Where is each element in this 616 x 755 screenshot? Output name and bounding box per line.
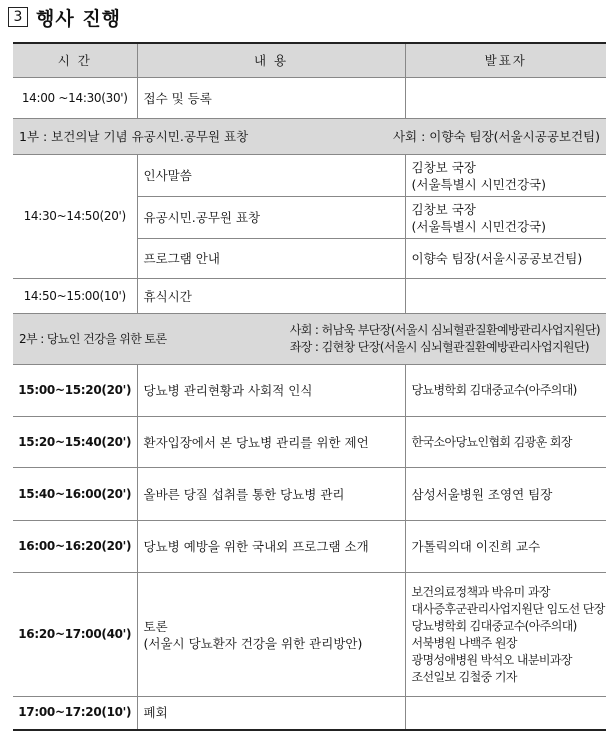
table-row [13, 468, 606, 521]
schedule-table [13, 42, 606, 731]
session-2-row [13, 314, 606, 365]
header-content: 내 용 [137, 43, 405, 78]
content-cell: 올바른 당질 섭취를 통한 당뇨병 관리 [137, 468, 405, 521]
speaker-list [405, 573, 606, 697]
speaker-cell: 삼성서울병원 조영연 팀장 [405, 468, 606, 521]
time-cell: 14:00 ~14:30(30') [13, 78, 137, 119]
time-cell: 16:00~16:20(20') [13, 521, 137, 573]
content-cell: 접수 및 등록 [137, 78, 405, 119]
table-row [13, 697, 606, 730]
time-cell: 17:00~17:20(10') [13, 697, 137, 730]
speaker-cell: 김창보 국장 (서울특별시 시민건강국) [405, 197, 606, 239]
speaker-cell: 김창보 국장 (서울특별시 시민건강국) [405, 155, 606, 197]
time-cell: 14:50~15:00(10') [13, 279, 137, 314]
debate-row [13, 573, 606, 697]
list-item: 당뇨병학회 김대중교수(아주의대) [411, 618, 577, 633]
content-cell: 당뇨병 관리현황과 사회적 인식 [137, 365, 405, 417]
table-header-row [13, 43, 606, 78]
table-row [13, 279, 606, 314]
table-row [13, 521, 606, 573]
session-2-host: 사회 : 허남욱 부단장(서울시 심뇌혈관질환예방관리사업지원단) [289, 323, 600, 337]
time-cell: 15:00~15:20(20') [13, 365, 137, 417]
speaker-cell [405, 279, 606, 314]
speaker-cell: 가톨릭의대 이진희 교수 [405, 521, 606, 573]
section-number: 3 [8, 7, 28, 27]
time-cell: 15:20~15:40(20') [13, 417, 137, 468]
list-item: 서북병원 나백주 원장 [411, 635, 517, 650]
table-row [13, 417, 606, 468]
session-1-row [13, 119, 606, 155]
header-speaker: 발표자 [405, 43, 606, 78]
section-title: 행사 진행 [36, 7, 122, 30]
table-row [13, 365, 606, 417]
session-2-label: 2부 : 당뇨인 건강을 위한 토론 [19, 331, 167, 346]
content-cell: 폐회 [137, 697, 405, 730]
section-heading [8, 4, 121, 30]
speaker-cell: 이향숙 팀장(서울시공공보건팀) [405, 239, 606, 279]
table-row [13, 155, 606, 197]
speaker-cell: 한국소아당뇨인협회 김광훈 회장 [405, 417, 606, 468]
list-item: 조선일보 김철중 기자 [411, 669, 517, 684]
session-1-host: 사회 : 이향숙 팀장(서울시공공보건팀) [392, 129, 600, 144]
session-1-label: 1부 : 보건의날 기념 유공시민.공무원 표창 [19, 129, 249, 144]
content-cell: 프로그램 안내 [137, 239, 405, 279]
speaker-cell: 당뇨병학회 김대중교수(아주의대) [405, 365, 606, 417]
content-cell: 토론 (서울시 당뇨환자 건강을 위한 관리방안) [137, 573, 405, 697]
list-item: 대사증후군관리사업지원단 임도선 단장 [411, 601, 605, 616]
list-item: 보건의료정책과 박유미 과장 [411, 584, 550, 599]
list-item: 광명성애병원 박석오 내분비과장 [411, 652, 572, 667]
content-cell: 환자입장에서 본 당뇨병 관리를 위한 제언 [137, 417, 405, 468]
speaker-cell [405, 78, 606, 119]
time-cell: 16:20~17:00(40') [13, 573, 137, 697]
time-cell: 14:30~14:50(20') [13, 155, 137, 279]
session-2-chair: 좌장 : 김현창 단장(서울시 심뇌혈관질환예방관리사업지원단) [289, 340, 590, 354]
table-row [13, 78, 606, 119]
header-time: 시 간 [13, 43, 137, 78]
content-cell: 당뇨병 예방을 위한 국내외 프로그램 소개 [137, 521, 405, 573]
speaker-cell [405, 697, 606, 730]
content-cell: 유공시민.공무원 표창 [137, 197, 405, 239]
time-cell: 15:40~16:00(20') [13, 468, 137, 521]
content-cell: 인사말씀 [137, 155, 405, 197]
content-cell: 휴식시간 [137, 279, 405, 314]
